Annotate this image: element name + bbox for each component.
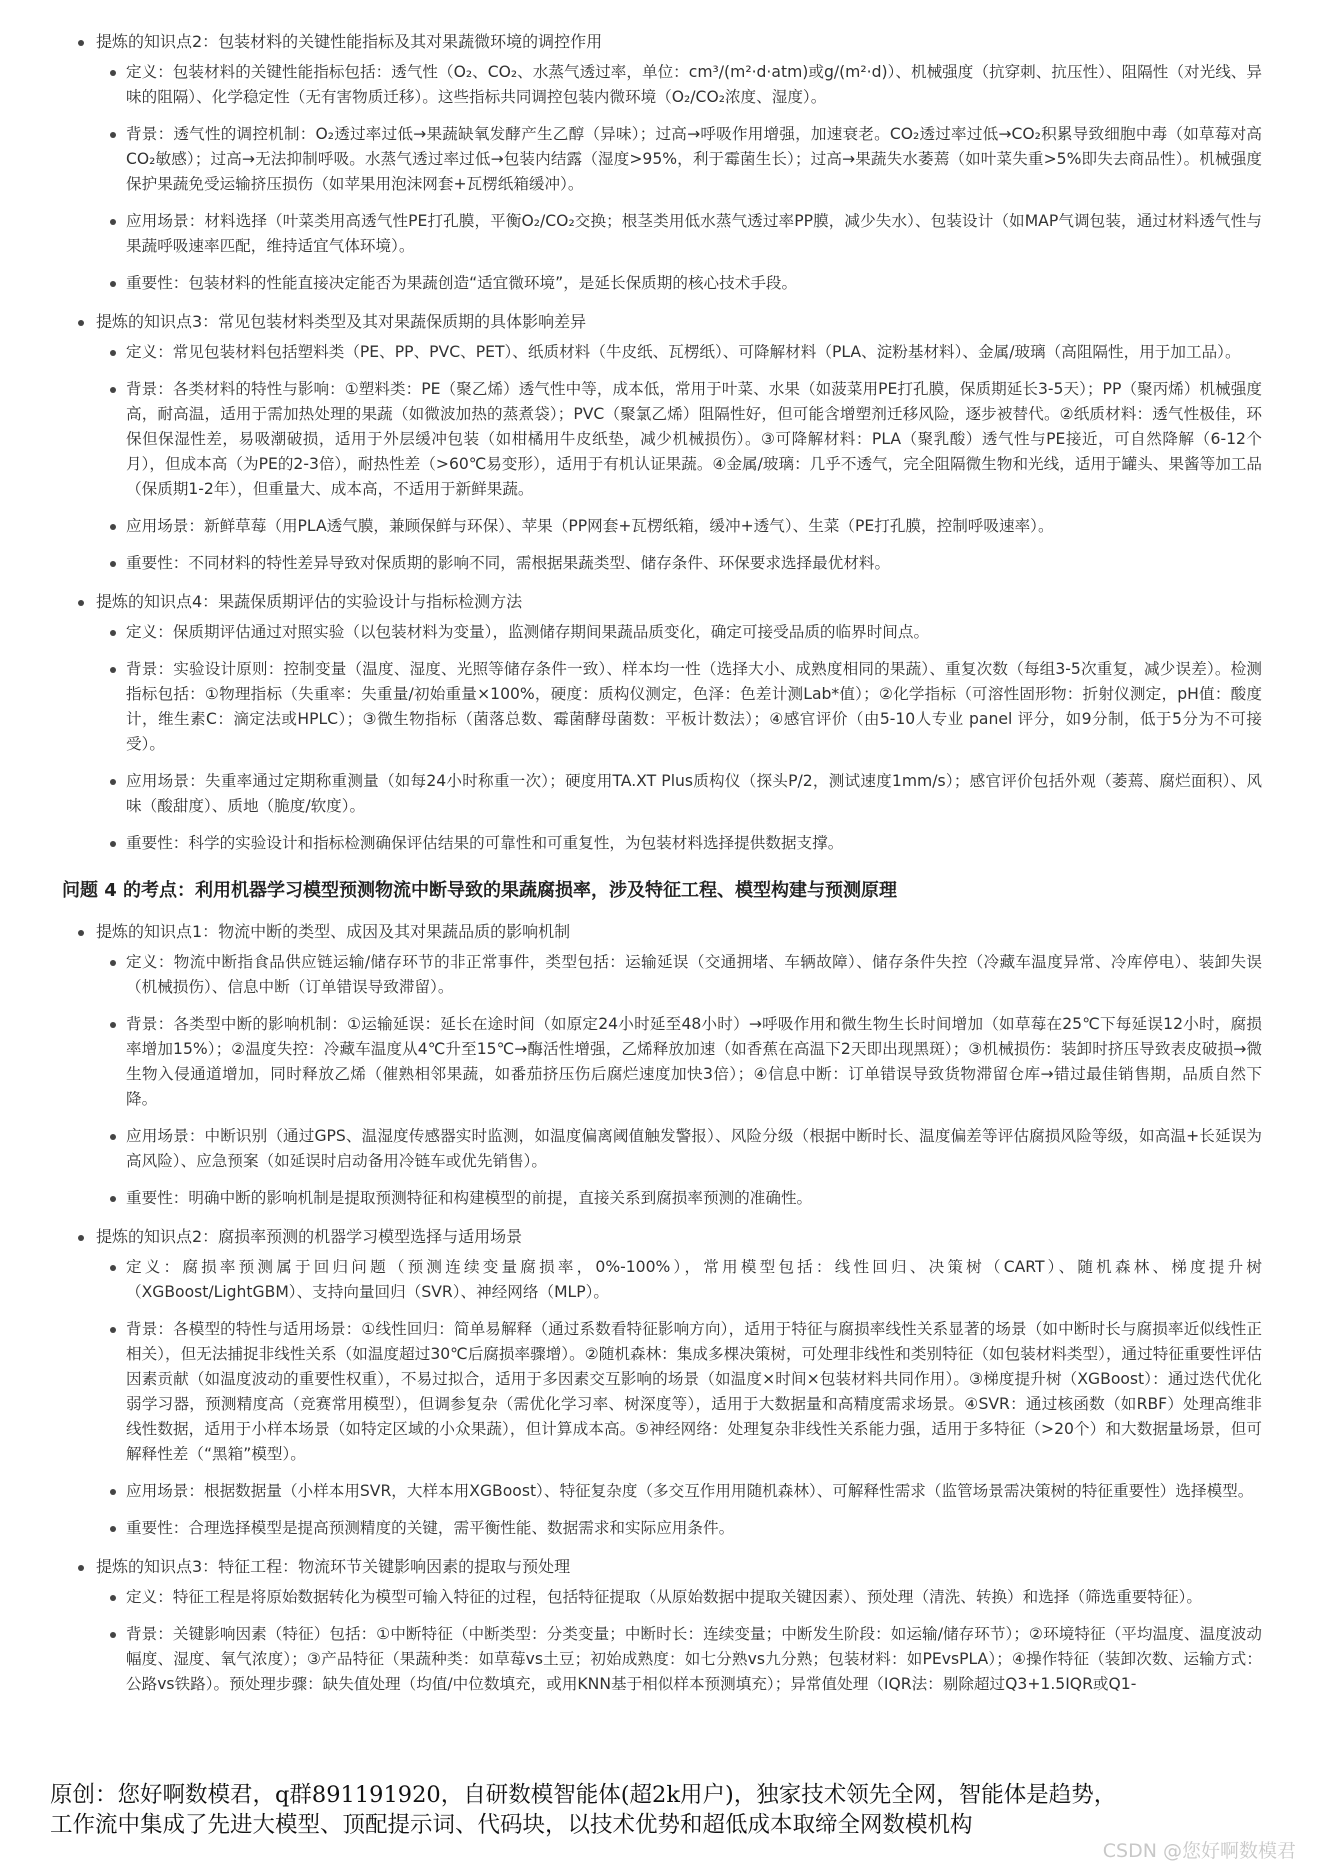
knowledge-point-details bbox=[96, 1255, 1322, 1541]
footer-line-2: 工作流中集成了先进大模型、顶配提示词、代码块，以技术优势和超低成本取缔全网数模机构 bbox=[50, 1812, 973, 1838]
detail-text: 重要性：不同材料的特性差异导致对保质期的影响不同，需根据果蔬类型、储存条件、环保要求选择最优材料。 bbox=[126, 554, 891, 572]
detail-item bbox=[96, 377, 1322, 502]
detail-item bbox=[96, 1516, 1322, 1541]
bullet-icon bbox=[110, 841, 116, 847]
detail-item bbox=[96, 1124, 1322, 1174]
knowledge-point-title: 提炼的知识点2：包装材料的关键性能指标及其对果蔬微环境的调控作用 bbox=[96, 32, 603, 51]
knowledge-point-title: 提炼的知识点4：果蔬保质期评估的实验设计与指标检测方法 bbox=[96, 592, 523, 611]
detail-item bbox=[96, 514, 1322, 539]
detail-item bbox=[96, 1622, 1322, 1697]
detail-text: 应用场景：根据数据量（小样本用SVR，大样本用XGBoost）、特征复杂度（多交互作用用随机森林）、可解释性需求（监管场景需决策树的特征重要性）选择模型。 bbox=[126, 1482, 1254, 1500]
bullet-icon bbox=[78, 600, 84, 606]
bullet-icon bbox=[78, 930, 84, 936]
bullet-icon bbox=[110, 1595, 116, 1601]
bullet-icon bbox=[110, 132, 116, 138]
bullet-icon bbox=[110, 1134, 116, 1140]
knowledge-point bbox=[0, 588, 1322, 856]
knowledge-point-list-b bbox=[0, 918, 1322, 1697]
knowledge-point bbox=[0, 28, 1322, 296]
detail-text: 重要性：明确中断的影响机制是提取预测特征和构建模型的前提，直接关系到腐损率预测的准确性。 bbox=[126, 1189, 813, 1207]
knowledge-point bbox=[0, 918, 1322, 1211]
detail-item bbox=[96, 950, 1322, 1000]
detail-text: 定义：常见包装材料包括塑料类（PE、PP、PVC、PET）、纸质材料（牛皮纸、瓦楞纸）、可降解材料（PLA、淀粉基材料）、金属/玻璃（高阻隔性，用于加工品）。 bbox=[126, 343, 1241, 361]
bullet-icon bbox=[110, 524, 116, 530]
bullet-icon bbox=[78, 40, 84, 46]
detail-text: 背景：实验设计原则：控制变量（温度、湿度、光照等储存条件一致）、样本均一性（选择大小、成熟度相同的果蔬）、重复次数（每组3-5次重复，减少误差）。检测指标包括：①物理指标（失重率：失重量/初始重量×100%，硬度：质构仪测定，色泽：色差计测Lab*值）；②化学指标（可溶性固形物：折射仪测定，pH值：酸度计，维生素C：滴定法或HPLC）；③微生物指标（菌落总数、霉菌酵母菌数：平板计数法）；④感官评价（由5-10人专业 panel 评分，如9分制，低于5分为不可接受）。 bbox=[126, 660, 1262, 753]
bullet-icon bbox=[78, 1235, 84, 1241]
detail-item bbox=[96, 831, 1322, 856]
bullet-icon bbox=[110, 1489, 116, 1495]
detail-item bbox=[96, 551, 1322, 576]
knowledge-point-details bbox=[96, 950, 1322, 1211]
knowledge-point-title: 提炼的知识点2：腐损率预测的机器学习模型选择与适用场景 bbox=[96, 1227, 523, 1246]
detail-text: 重要性：科学的实验设计和指标检测确保评估结果的可靠性和可重复性，为包装材料选择提供数据支撑。 bbox=[126, 834, 844, 852]
footer-line-1: 原创：您好啊数模君，q群891191920，自研数模智能体(超2k用户)，独家技术领先全网，智能体是趋势， bbox=[50, 1782, 1117, 1808]
detail-text: 应用场景：材料选择（叶菜类用高透气性PE打孔膜，平衡O₂/CO₂交换；根茎类用低水蒸气透过率PP膜，减少失水）、包装设计（如MAP气调包装，通过材料透气性与果蔬呼吸速率匹配，维持适宜气体环境）。 bbox=[126, 212, 1262, 255]
detail-item bbox=[96, 1255, 1322, 1305]
detail-item bbox=[96, 122, 1322, 197]
detail-text: 背景：各类材料的特性与影响：①塑料类：PE（聚乙烯）透气性中等，成本低，常用于叶菜、水果（如菠菜用PE打孔膜，保质期延长3-5天）；PP（聚丙烯）机械强度高，耐高温，适用于需加热处理的果蔬（如微波加热的蒸煮袋）；PVC（聚氯乙烯）阻隔性好，但可能含增塑剂迁移风险，逐步被替代。②纸质材料：透气性极佳，环保但保湿性差，易吸潮破损，适用于外层缓冲包装（如柑橘用牛皮纸垫，减少机械损伤）。③可降解材料：PLA（聚乳酸）透气性与PE接近，可自然降解（6-12个月），但成本高（为PE的2-3倍），耐热性差（>60℃易变形），适用于有机认证果蔬。④金属/玻璃：几乎不透气，完全阻隔微生物和光线，适用于罐头、果酱等加工品（保质期1-2年），但重量大、成本高，不适用于新鲜果蔬。 bbox=[126, 380, 1262, 498]
detail-text: 背景：各模型的特性与适用场景：①线性回归：简单易解释（通过系数看特征影响方向），适用于特征与腐损率线性关系显著的场景（如中断时长与腐损率近似线性正相关），但无法捕捉非线性关系（如温度超过30℃后腐损率骤增）。②随机森林：集成多棵决策树，可处理非线性和类别特征（如包装材料类型），通过特征重要性评估因素贡献（如温度波动的重要性权重），不易过拟合，适用于多因素交互影响的场景（如温度×时间×包装材料共同作用）。③梯度提升树（XGBoost）：通过迭代优化弱学习器，预测精度高（竞赛常用模型），但调参复杂（需优化学习率、树深度等），适用于大数据量和高精度需求场景。④SVR：通过核函数（如RBF）处理高维非线性数据，适用于小样本场景（如特定区域的小众果蔬），但计算成本高。⑤神经网络：处理复杂非线性关系能力强，适用于多特征（>20个）和大数据量场景，但可解释性差（“黑箱”模型）。 bbox=[126, 1320, 1262, 1463]
knowledge-point bbox=[0, 1553, 1322, 1697]
bullet-icon bbox=[110, 219, 116, 225]
knowledge-point-details bbox=[96, 340, 1322, 576]
detail-text: 应用场景：新鲜草莓（用PLA透气膜，兼顾保鲜与环保）、苹果（PP网套+瓦楞纸箱，缓冲+透气）、生菜（PE打孔膜，控制呼吸速率）。 bbox=[126, 517, 1054, 535]
knowledge-point-details bbox=[96, 1585, 1322, 1697]
knowledge-point-title: 提炼的知识点3：常见包装材料类型及其对果蔬保质期的具体影响差异 bbox=[96, 312, 587, 331]
knowledge-point-title: 提炼的知识点3：特征工程：物流环节关键影响因素的提取与预处理 bbox=[96, 1557, 571, 1576]
bullet-icon bbox=[78, 320, 84, 326]
bullet-icon bbox=[110, 960, 116, 966]
detail-item bbox=[96, 769, 1322, 819]
footer-note bbox=[50, 1780, 1280, 1840]
bullet-icon bbox=[110, 1526, 116, 1532]
detail-item bbox=[96, 1479, 1322, 1504]
detail-item bbox=[96, 1186, 1322, 1211]
bullet-icon bbox=[110, 779, 116, 785]
bullet-icon bbox=[110, 70, 116, 76]
bullet-icon bbox=[110, 1327, 116, 1333]
detail-text: 定义：物流中断指食品供应链运输/储存环节的非正常事件，类型包括：运输延误（交通拥堵、车辆故障）、储存条件失控（冷藏车温度异常、冷库停电）、装卸失误（机械损伤）、信息中断（订单错误导致滞留）。 bbox=[126, 953, 1262, 996]
knowledge-point-details bbox=[96, 60, 1322, 296]
detail-item bbox=[96, 209, 1322, 259]
bullet-icon bbox=[110, 667, 116, 673]
bullet-icon bbox=[110, 561, 116, 567]
bullet-icon bbox=[110, 1022, 116, 1028]
detail-text: 背景：关键影响因素（特征）包括：①中断特征（中断类型：分类变量；中断时长：连续变量；中断发生阶段：如运输/储存环节）；②环境特征（平均温度、温度波动幅度、湿度、氧气浓度）；③产品特征（果蔬种类：如草莓vs土豆；初始成熟度：如七分熟vs九分熟；包装材料：如PEvsPLA）；④操作特征（装卸次数、运输方式：公路vs铁路）。预处理步骤：缺失值处理（均值/中位数填充，或用KNN基于相似样本预测填充）；异常值处理（IQR法：剔除超过Q3+1.5IQR或Q1- bbox=[126, 1625, 1262, 1693]
bullet-icon bbox=[110, 1632, 116, 1638]
detail-item bbox=[96, 620, 1322, 645]
knowledge-point bbox=[0, 308, 1322, 576]
knowledge-point-details bbox=[96, 620, 1322, 856]
detail-item bbox=[96, 1012, 1322, 1112]
detail-item bbox=[96, 1585, 1322, 1610]
detail-text: 定义：特征工程是将原始数据转化为模型可输入特征的过程，包括特征提取（从原始数据中提取关键因素）、预处理（清洗、转换）和选择（筛选重要特征）。 bbox=[126, 1588, 1202, 1606]
bullet-icon bbox=[110, 281, 116, 287]
bullet-icon bbox=[110, 350, 116, 356]
detail-item bbox=[96, 60, 1322, 110]
detail-item bbox=[96, 271, 1322, 296]
knowledge-point-list-a bbox=[0, 28, 1322, 856]
bullet-icon bbox=[110, 1265, 116, 1271]
detail-text: 定义：腐损率预测属于回归问题（预测连续变量腐损率，0%-100%），常用模型包括：线性回归、决策树（CART）、随机森林、梯度提升树（XGBoost/LightGBM）、支持向量回归（SVR）、神经网络（MLP）。 bbox=[126, 1258, 1262, 1301]
bullet-icon bbox=[78, 1565, 84, 1571]
knowledge-point bbox=[0, 1223, 1322, 1541]
detail-text: 重要性：包装材料的性能直接决定能否为果蔬创造“适宜微环境”，是延长保质期的核心技术手段。 bbox=[126, 274, 798, 292]
knowledge-point-title: 提炼的知识点1：物流中断的类型、成因及其对果蔬品质的影响机制 bbox=[96, 922, 571, 941]
bullet-icon bbox=[110, 387, 116, 393]
detail-item bbox=[96, 1317, 1322, 1467]
detail-text: 背景：各类型中断的影响机制：①运输延误：延长在途时间（如原定24小时延至48小时）→呼吸作用和微生物生长时间增加（如草莓在25℃下每延误12小时，腐损率增加15%）；②温度失控：冷藏车温度从4℃升至15℃→酶活性增强，乙烯释放加速（如香蕉在高温下2天即出现黑斑）；③机械损伤：装卸时挤压导致表皮破损→微生物入侵通道增加，同时释放乙烯（催熟相邻果蔬，如番茄挤压伤后腐烂速度加快3倍）；④信息中断：订单错误导致货物滞留仓库→错过最佳销售期，品质自然下降。 bbox=[126, 1015, 1262, 1108]
detail-item bbox=[96, 657, 1322, 757]
bullet-icon bbox=[110, 630, 116, 636]
detail-text: 重要性：合理选择模型是提高预测精度的关键，需平衡性能、数据需求和实际应用条件。 bbox=[126, 1519, 735, 1537]
detail-text: 背景：透气性的调控机制：O₂透过率过低→果蔬缺氧发酵产生乙醇（异味）；过高→呼吸作用增强，加速衰老。CO₂透过率过低→CO₂积累导致细胞中毒（如草莓对高CO₂敏感）；过高→无法抑制呼吸。水蒸气透过率过低→包装内结露（湿度>95%，利于霉菌生长）；过高→果蔬失水萎蔫（如叶菜失重>5%即失去商品性）。机械强度保护果蔬免受运输挤压损伤（如苹果用泡沫网套+瓦楞纸箱缓冲）。 bbox=[126, 125, 1262, 193]
detail-text: 定义：保质期评估通过对照实验（以包装材料为变量），监测储存期间果蔬品质变化，确定可接受品质的临界时间点。 bbox=[126, 623, 930, 641]
detail-text: 应用场景：失重率通过定期称重测量（如每24小时称重一次）；硬度用TA.XT Plus质构仪（探头P/2，测试速度1mm/s）；感官评价包括外观（萎蔫、腐烂面积）、风味（酸甜度）、质地（脆度/软度）。 bbox=[126, 772, 1262, 815]
csdn-watermark: CSDN @您好啊数模君 bbox=[1102, 1840, 1296, 1862]
detail-text: 应用场景：中断识别（通过GPS、温湿度传感器实时监测，如温度偏离阈值触发警报）、风险分级（根据中断时长、温度偏差等评估腐损风险等级，如高温+长延误为高风险）、应急预案（如延误时启动备用冷链车或优先销售）。 bbox=[126, 1127, 1262, 1170]
detail-item bbox=[96, 340, 1322, 365]
document-body bbox=[0, 28, 1322, 1709]
section-heading: 问题 4 的考点：利用机器学习模型预测物流中断导致的果蔬腐损率，涉及特征工程、模型构建与预测原理 bbox=[62, 880, 898, 901]
detail-text: 定义：包装材料的关键性能指标包括：透气性（O₂、CO₂、水蒸气透过率，单位：cm³/(m²·d·atm)或g/(m²·d)）、机械强度（抗穿刺、抗压性）、阻隔性（对光线、异味的阻隔）、化学稳定性（无有害物质迁移）。这些指标共同调控包装内微环境（O₂/CO₂浓度、湿度）。 bbox=[126, 63, 1262, 106]
bullet-icon bbox=[110, 1196, 116, 1202]
